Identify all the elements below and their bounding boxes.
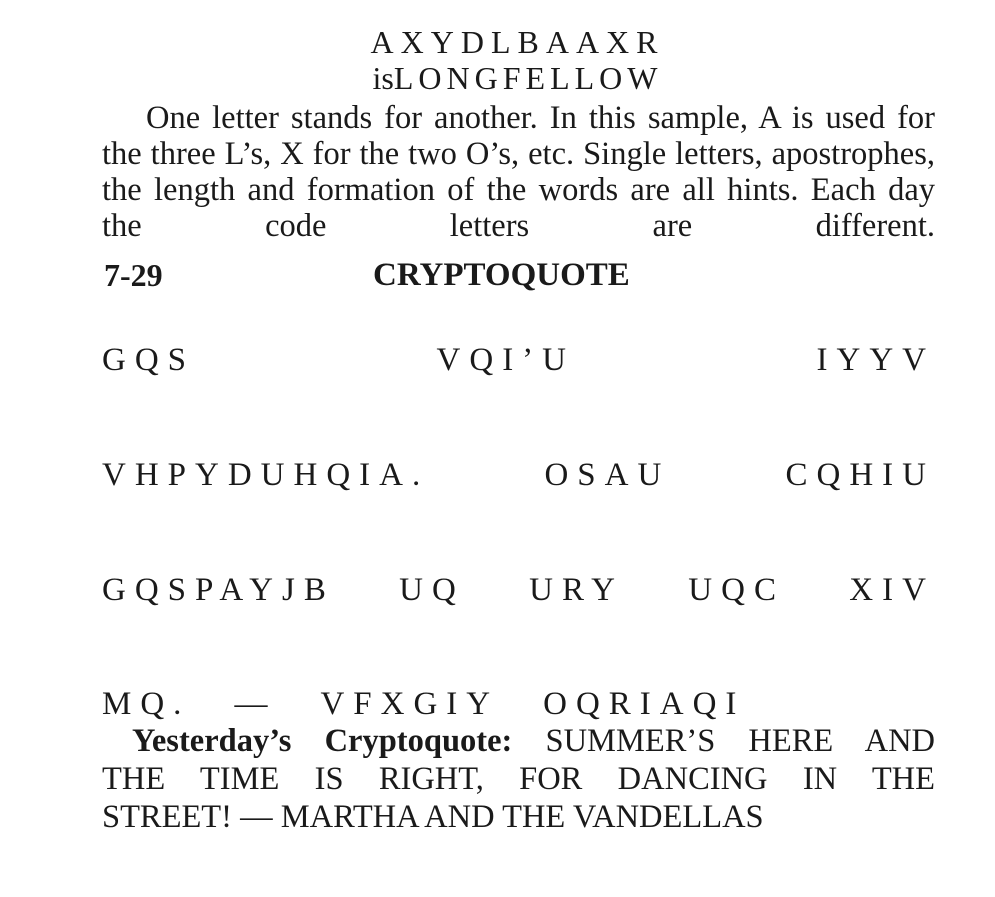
cipher-word: VQI’U xyxy=(436,342,576,378)
puzzle-number: 7-29 xyxy=(104,257,163,293)
cipher-dash: — xyxy=(234,686,277,722)
cipher-word: MQ. xyxy=(102,686,191,722)
cipher-word: CQHIU xyxy=(785,457,935,493)
cipher-line-2 xyxy=(102,455,935,495)
cipher-line-1 xyxy=(102,340,935,380)
yesterday-text-1: SUMMER’S HERE AND xyxy=(545,723,936,759)
yesterday-answer xyxy=(102,722,935,836)
cipher-word: UQC xyxy=(688,572,785,608)
cipher-word: XIV xyxy=(849,572,935,608)
yesterday-label: Yesterday’s Cryptoquote: xyxy=(132,723,513,759)
example-code: AXYDLBAAXR xyxy=(370,24,665,60)
cipher-line-3 xyxy=(102,570,935,610)
cipher-word: VHPYDUHQIA. xyxy=(102,457,430,493)
cipher-word: OSAU xyxy=(544,457,671,493)
example-is-word: is xyxy=(372,60,394,96)
yesterday-line-3: STREET! — MARTHA AND THE VANDELLAS xyxy=(102,799,764,835)
cipher-word: IYYV xyxy=(816,342,935,378)
instructions-text: One letter stands for another. In this sample, A is used for the three L’s, X for the two O’s, etc. Single letters, apostrophes, the length and formation of the words are all hints. Each day the code letters are different. xyxy=(102,100,935,244)
cipher-word: GQS xyxy=(102,342,196,378)
cipher-word: URY xyxy=(529,572,624,608)
example-answer: LONGFELLOW xyxy=(393,60,663,96)
cipher-line-4 xyxy=(102,684,935,724)
puzzle-title: CRYPTOQUOTE xyxy=(373,257,630,293)
yesterday-line-1 xyxy=(102,722,935,760)
cipher-word: GQSPAYJB xyxy=(102,572,335,608)
cipher-word: VFXGIY xyxy=(320,686,500,722)
cipher-word: UQ xyxy=(399,572,465,608)
cipher-word: OQRIAQI xyxy=(543,686,746,722)
example-answer-line xyxy=(100,58,935,98)
yesterday-line-2: THE TIME IS RIGHT, FOR DANCING IN THE xyxy=(102,761,935,797)
